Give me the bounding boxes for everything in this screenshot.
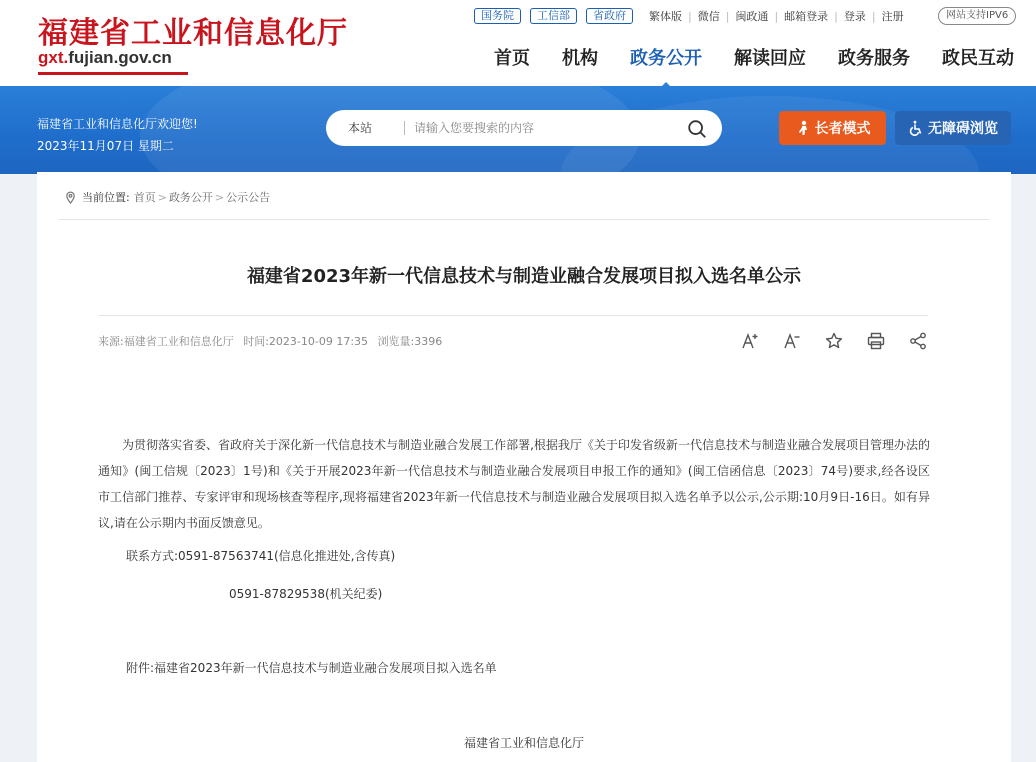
contact-line-2: 0591-87829538(机关纪委) [229, 587, 383, 601]
site-logo-domain[interactable] [38, 48, 172, 68]
blue-banner [0, 86, 1036, 174]
article-panel [37, 172, 1011, 762]
breadcrumb-home[interactable]: 首页 [133, 191, 156, 204]
accessibility-button[interactable] [895, 111, 1011, 145]
favorite-button[interactable] [823, 330, 845, 352]
link-state-council[interactable]: 国务院 [474, 8, 521, 24]
breadcrumb [64, 189, 270, 205]
font-increase-button[interactable] [739, 330, 761, 352]
nav-gov-services[interactable]: 政务服务 [838, 48, 910, 69]
welcome-text: 福建省工业和信息化厅欢迎您! [37, 117, 198, 131]
article-meta [98, 333, 442, 349]
article-source: 来源:福建省工业和信息化厅 [98, 335, 234, 348]
article-tools [739, 330, 929, 352]
site-logo-title[interactable]: 福建省工业和信息化厅 [38, 16, 348, 51]
font-decrease-button[interactable] [781, 330, 803, 352]
title-divider [98, 315, 928, 316]
breadcrumb-divider [59, 219, 989, 220]
link-login[interactable]: 登录 [843, 10, 866, 23]
link-wechat[interactable]: 微信 [697, 10, 720, 23]
article-body: 为贯彻落实省委、省政府关于深化新一代信息技术与制造业融合发展工作部署,根据我厅《关于印发省级新一代信息技术与制造业融合发展项目管理办法的通知》(闽工信规〔2023〕1号)和《关于开展2023年新一代信息技术与制造业融合发展项目申报工作的通知》(闽工信函信息〔2023〕74号)要求,经各设区市工信部门推荐、专家评审和现场核查等程序,现将福建省2023年新一代信息技术与制造业融合发展项目拟入选名单予以公示,公示期:10月9日-16日。如有异议,请在公示期内书面反馈意见。 [98, 438, 930, 530]
attachment-link[interactable]: 附件:福建省2023年新一代信息技术与制造业融合发展项目拟入选名单 [126, 661, 497, 675]
link-register[interactable]: 注册 [881, 10, 904, 23]
search-divider [404, 121, 405, 135]
search-scope-select[interactable]: 本站 [348, 121, 373, 135]
printer-icon [867, 332, 885, 350]
logo-underline [38, 72, 188, 75]
nav-home[interactable]: 首页 [494, 48, 530, 69]
search-box [326, 110, 722, 146]
breadcrumb-label: 当前位置: [82, 191, 130, 204]
link-provincial-gov[interactable]: 省政府 [586, 8, 633, 24]
link-miit[interactable]: 工信部 [530, 8, 577, 24]
ipv6-badge: 网站支持IPV6 [938, 7, 1016, 25]
contact-line-1: 联系方式:0591-87563741(信息化推进处,含传真) [126, 549, 396, 563]
font-decrease-icon [783, 332, 801, 350]
breadcrumb-gov-affairs[interactable]: 政务公开 [168, 191, 213, 204]
elder-mode-button[interactable] [779, 111, 886, 145]
nav-organization[interactable]: 机构 [562, 48, 598, 69]
elder-mode-label: 长者模式 [814, 121, 871, 137]
article-views: 浏览量:3396 [377, 335, 443, 348]
accessibility-label: 无障碍浏览 [928, 121, 998, 137]
logo-domain-rest: fujian.gov.cn [68, 48, 172, 67]
nav-public-interaction[interactable]: 政民互动 [942, 48, 1014, 69]
separator: | [774, 9, 779, 23]
breadcrumb-separator: > [157, 190, 167, 204]
logo-domain-prefix: gxt. [38, 48, 69, 67]
location-pin-icon [64, 191, 77, 204]
article-title: 福建省2023年新一代信息技术与制造业融合发展项目拟入选名单公示 [246, 266, 802, 287]
site-header [0, 0, 1036, 86]
link-minzhengtong[interactable]: 闽政通 [735, 10, 769, 23]
search-icon[interactable] [686, 118, 708, 140]
separator: | [688, 9, 692, 23]
separator: | [725, 9, 730, 23]
top-utility-bar [474, 7, 904, 25]
article-signer: 福建省工业和信息化厅 [463, 736, 584, 750]
star-icon [825, 332, 843, 350]
wheelchair-icon [908, 120, 924, 136]
nav-gov-affairs-open[interactable] [630, 44, 702, 74]
share-button[interactable] [907, 330, 929, 352]
current-date: 2023年11月07日 星期二 [37, 139, 174, 153]
font-increase-icon [741, 332, 759, 350]
link-traditional-chinese[interactable]: 繁体版 [649, 10, 682, 23]
separator: | [834, 9, 838, 23]
search-input[interactable] [414, 118, 674, 138]
nav-gov-affairs-open-label: 政务公开 [630, 48, 702, 69]
breadcrumb-separator: > [214, 190, 225, 204]
nav-interpretation[interactable]: 解读回应 [734, 48, 806, 69]
link-email-login[interactable]: 邮箱登录 [784, 10, 829, 23]
main-nav [478, 44, 1030, 74]
person-icon [795, 120, 811, 136]
share-icon [909, 332, 927, 350]
article-time: 时间:2023-10-09 17:35 [243, 335, 369, 348]
breadcrumb-announcements[interactable]: 公示公告 [226, 191, 271, 204]
print-button[interactable] [865, 330, 887, 352]
separator: | [871, 9, 876, 23]
